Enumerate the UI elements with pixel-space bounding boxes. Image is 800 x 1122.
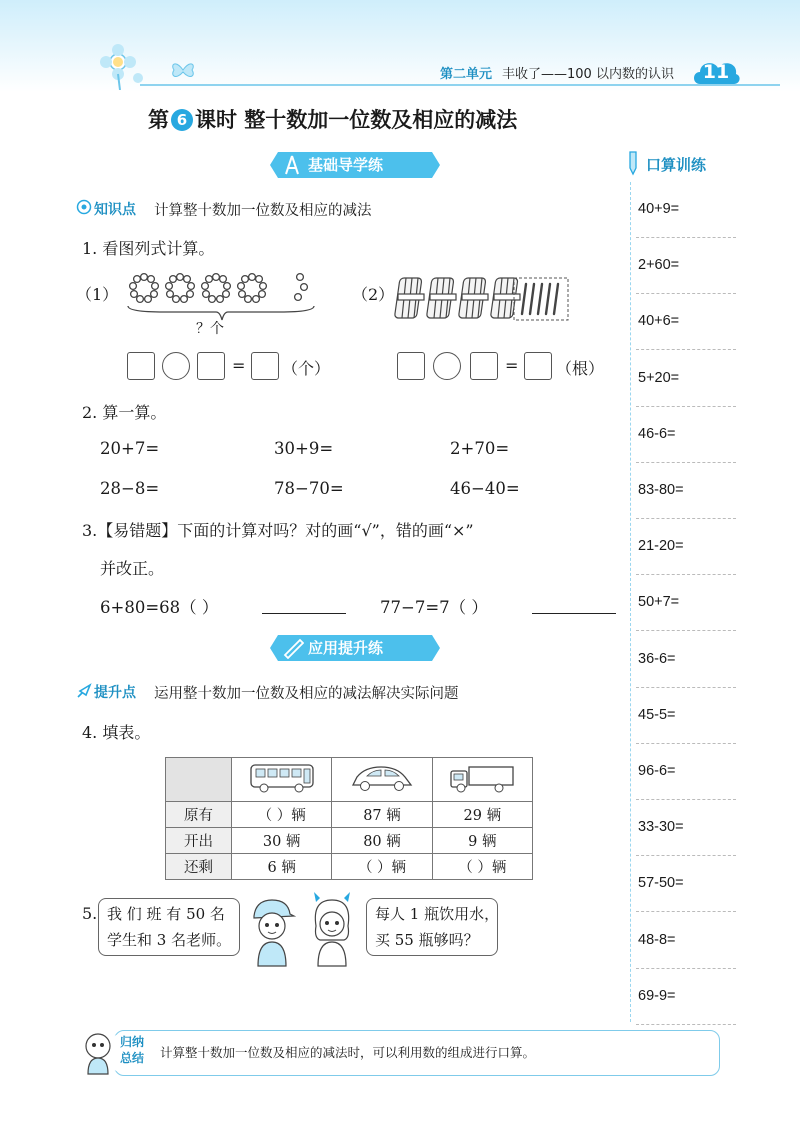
q1-p2-answer-box-3[interactable] xyxy=(524,352,552,380)
sticks-illustration xyxy=(394,276,572,322)
table-cell: 6 辆 xyxy=(232,854,332,880)
q1-p1-equals: = xyxy=(232,356,246,375)
rocket-icon xyxy=(76,683,94,699)
oral-practice-item: 21-20= xyxy=(638,538,684,555)
knowledge-point-tag: 知识点 xyxy=(94,202,136,218)
mascot-icon xyxy=(80,1030,116,1076)
summary-tag-line: 总结 xyxy=(119,1051,144,1065)
improvement-point-tag: 提升点 xyxy=(94,685,136,701)
section1-banner xyxy=(270,152,440,178)
section2-banner xyxy=(270,635,440,661)
oral-practice-rule xyxy=(636,855,736,856)
oral-practice-item: 45-5= xyxy=(638,706,676,723)
car-cell xyxy=(332,758,432,802)
butterfly-icon xyxy=(170,60,196,80)
oral-practice-rule xyxy=(636,630,736,631)
table-cell: 80 辆 xyxy=(332,828,432,854)
summary-tag-line: 归纳 xyxy=(119,1035,144,1049)
target-icon xyxy=(76,199,92,215)
oral-practice-item: 96-6= xyxy=(638,763,676,779)
improvement-point-text: 运用整十数加一位数及相应的减法解决实际问题 xyxy=(154,686,459,702)
bus-cell xyxy=(232,758,332,802)
row-header: 原有 xyxy=(166,802,232,828)
oral-practice-item: 50+7= xyxy=(638,594,680,611)
oral-practice-item: 83-80= xyxy=(638,482,684,498)
q1-p1-unit: （个） xyxy=(282,359,331,378)
row-header: 还剩 xyxy=(166,854,232,880)
column-divider xyxy=(630,182,631,1022)
oral-practice-rule xyxy=(636,518,736,519)
speech-bubble-girl xyxy=(366,898,498,956)
q2-item: 2+70= xyxy=(450,439,510,458)
oral-practice-item: 40+9= xyxy=(638,201,680,217)
boy-icon xyxy=(246,896,296,968)
q2-item: 20+7= xyxy=(100,439,160,458)
oral-practice-rule xyxy=(636,687,736,688)
oral-practice-item: 5+20= xyxy=(638,369,680,386)
q4-table xyxy=(165,757,533,880)
oral-practice-rule xyxy=(636,293,736,294)
bubble-line: 学生和 3 名老师。 xyxy=(107,931,232,949)
oral-practice-rule xyxy=(636,799,736,800)
unit-title: 丰收了——100 以内数的认识 xyxy=(502,67,674,82)
pencil-icon xyxy=(624,150,642,176)
oral-practice-item: 69-9= xyxy=(638,987,676,1004)
oral-practice-rule xyxy=(636,911,736,912)
truck-icon xyxy=(447,761,517,795)
q1-p2-answer-box-2[interactable] xyxy=(470,352,498,380)
bubble-line: 买 55 瓶够吗？ xyxy=(375,931,479,949)
section1-banner-label: 基础导学练 xyxy=(308,156,384,174)
bubble-line: 我 们 班 有 50 名 xyxy=(107,905,225,923)
table-cell: 30 辆 xyxy=(232,828,332,854)
bus-icon xyxy=(247,761,317,795)
q3-item-2: 77−7=7（ ） xyxy=(380,598,488,617)
table-row xyxy=(166,854,533,880)
row-header: 开出 xyxy=(166,828,232,854)
oral-practice-item: 57-50= xyxy=(638,875,684,892)
oral-practice-rule xyxy=(636,237,736,238)
summary-text: 计算整十数加一位数及相应的减法时，可以利用数的组成进行口算。 xyxy=(160,1045,536,1060)
title-prefix: 第 xyxy=(148,108,169,132)
oral-practice-rule xyxy=(636,968,736,969)
q2-item: 78−70= xyxy=(274,479,344,498)
q1-part2-label: （2） xyxy=(352,285,395,304)
table-row xyxy=(166,828,533,854)
oral-practice-item: 48-8= xyxy=(638,931,676,948)
table-row xyxy=(166,802,533,828)
table-cell[interactable]: （ ）辆 xyxy=(332,854,432,880)
q1-p2-operator-circle[interactable] xyxy=(433,352,461,380)
q2-item: 46−40= xyxy=(450,479,520,498)
flower-icon xyxy=(96,40,156,90)
title-suffix: 课时 整十数加一位数及相应的减法 xyxy=(195,108,518,132)
q1-p2-answer-box-1[interactable] xyxy=(397,352,425,380)
header-rule xyxy=(140,84,780,86)
q1-p2-unit: （根） xyxy=(556,359,605,378)
girl-icon xyxy=(306,892,358,968)
compass-icon xyxy=(282,154,302,176)
oral-practice-rule xyxy=(636,743,736,744)
knowledge-point-text: 计算整十数加一位数及相应的减法 xyxy=(154,203,372,219)
q1-p1-operator-circle[interactable] xyxy=(162,352,190,380)
page-number-badge xyxy=(690,56,742,86)
q1-p1-answer-box-3[interactable] xyxy=(251,352,279,380)
oral-practice-item: 33-30= xyxy=(638,819,684,836)
ruler-icon xyxy=(282,637,304,659)
q1-label: 1. 看图列式计算。 xyxy=(82,239,215,258)
oral-practice-title: 口算训练 xyxy=(646,156,707,174)
q2-item: 28−8= xyxy=(100,479,160,498)
q3-correction-line-1[interactable] xyxy=(262,613,346,614)
oral-practice-item: 36-6= xyxy=(638,650,676,667)
oral-practice-item: 2+60= xyxy=(638,257,680,274)
q1-question-mark: ？个 xyxy=(196,321,224,337)
oral-practice-item: 40+6= xyxy=(638,313,680,330)
q2-label: 2. 算一算。 xyxy=(82,403,167,422)
oral-practice-rule xyxy=(636,462,736,463)
q1-p1-answer-box-2[interactable] xyxy=(197,352,225,380)
oral-practice-rule xyxy=(636,1024,736,1025)
table-cell: 29 辆 xyxy=(432,802,532,828)
oral-practice-rule xyxy=(636,406,736,407)
summary-tag xyxy=(112,1034,152,1072)
table-cell[interactable]: （ ）辆 xyxy=(232,802,332,828)
lesson-title xyxy=(148,104,517,134)
q4-label: 4. 填表。 xyxy=(82,723,151,742)
q1-p1-answer-box-1[interactable] xyxy=(127,352,155,380)
car-icon xyxy=(347,761,417,795)
bubble-line: 每人 1 瓶饮用水， xyxy=(375,905,500,923)
q2-item: 30+9= xyxy=(274,439,334,458)
q3-label-cont: 并改正。 xyxy=(100,559,165,578)
oral-practice-rule xyxy=(636,349,736,350)
table-corner-cell xyxy=(166,758,232,802)
speech-bubble-boy xyxy=(98,898,240,956)
q1-p2-equals: = xyxy=(505,356,519,375)
lesson-number: 6 xyxy=(171,109,193,131)
table-row xyxy=(166,758,533,802)
oral-practice-item: 46-6= xyxy=(638,425,676,442)
beads-illustration xyxy=(124,272,320,322)
q3-correction-line-2[interactable] xyxy=(532,613,616,614)
q5-label: 5. xyxy=(82,904,98,923)
section2-banner-label: 应用提升练 xyxy=(308,639,384,657)
truck-cell xyxy=(432,758,532,802)
table-cell: 87 辆 xyxy=(332,802,432,828)
q1-part1-label: （1） xyxy=(76,285,119,304)
q3-label: 3.【易错题】下面的计算对吗？对的画“√”，错的画“×” xyxy=(82,521,474,540)
page-number: 11 xyxy=(702,61,730,83)
table-cell[interactable]: （ ）辆 xyxy=(432,854,532,880)
table-cell: 9 辆 xyxy=(432,828,532,854)
unit-label: 第二单元 xyxy=(440,67,493,82)
oral-practice-rule xyxy=(636,574,736,575)
q3-item-1: 6+80=68（ ） xyxy=(100,598,219,617)
